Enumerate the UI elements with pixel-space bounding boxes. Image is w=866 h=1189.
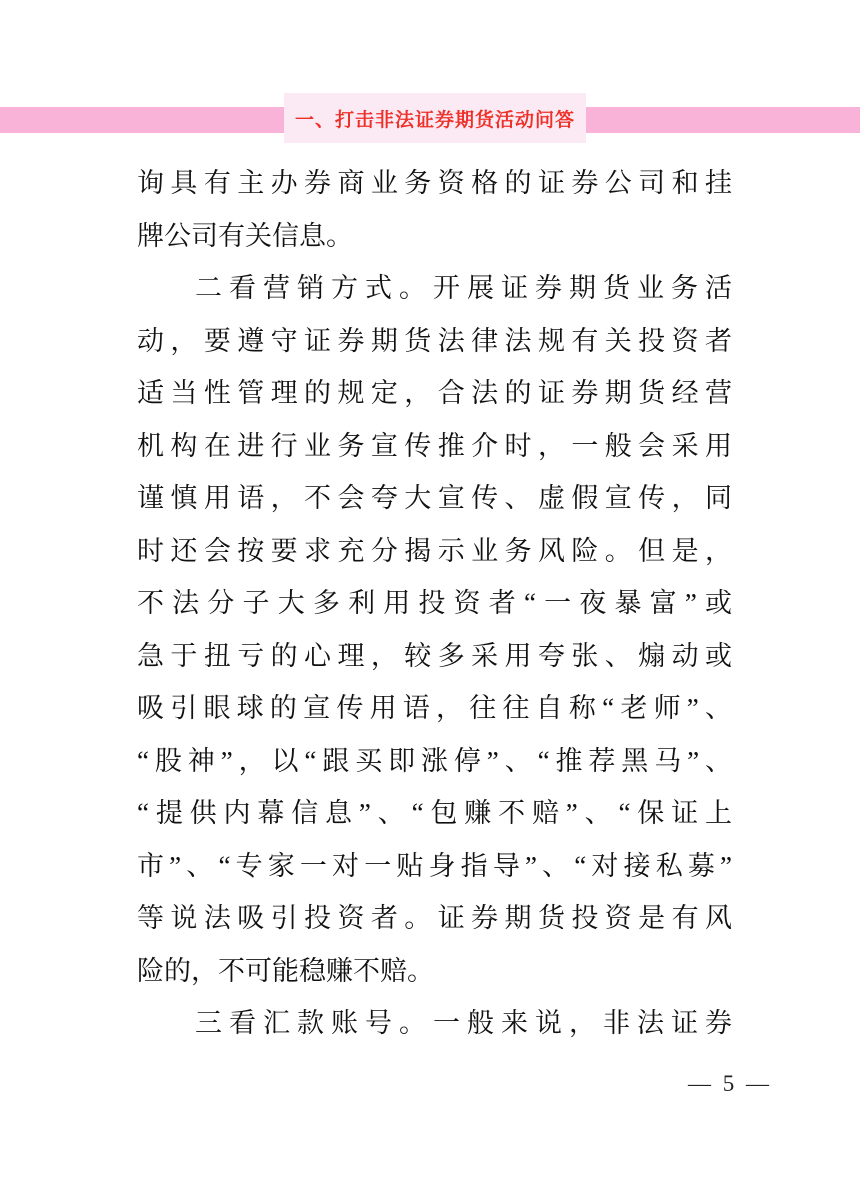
text-line: 二看营销方式。开展证券期货业务活 bbox=[195, 273, 732, 303]
text-line: 询具有主办券商业务资格的证券公司和挂 bbox=[137, 168, 732, 198]
text-line: 市”、“专家一对一贴身指导”、“对接私募” bbox=[137, 850, 732, 881]
text-line: 吸引眼球的宣传用语，往往自称“老师”、 bbox=[137, 693, 732, 723]
text-line: 时还会按要求充分揭示业务风险。但是， bbox=[137, 535, 732, 566]
text-line: 险的，不可能稳赚不赔。 bbox=[137, 955, 434, 986]
text-line: 动，要遵守证券期货法律法规有关投资者 bbox=[137, 325, 732, 356]
text-line: “提供内幕信息”、“包赚不赔”、“保证上 bbox=[137, 798, 732, 828]
page-number: — 5 — bbox=[688, 1071, 772, 1096]
text-line: 三看汇款账号。一般来说，非法证券 bbox=[195, 1008, 732, 1038]
chapter-title-panel bbox=[284, 93, 586, 143]
text-line: “股神”，以“跟买即涨停”、“推荐黑马”、 bbox=[137, 745, 732, 776]
text-line: 适当性管理的规定，合法的证券期货经营 bbox=[137, 378, 732, 408]
text-line: 等说法吸引投资者。证券期货投资是有风 bbox=[137, 903, 732, 933]
chapter-title: 一、打击非法证券期货活动问答 bbox=[294, 109, 575, 131]
text-line: 牌公司有关信息。 bbox=[137, 220, 353, 251]
text-line: 急于扭亏的心理，较多采用夸张、煽动或 bbox=[137, 640, 732, 671]
text-line: 不法分子大多利用投资者“一夜暴富”或 bbox=[137, 588, 732, 618]
text-line: 谨慎用语，不会夸大宣传、虚假宣传，同 bbox=[137, 483, 732, 513]
text-line: 机构在进行业务宣传推介时，一般会采用 bbox=[137, 430, 732, 461]
body-text-block bbox=[137, 157, 732, 1050]
